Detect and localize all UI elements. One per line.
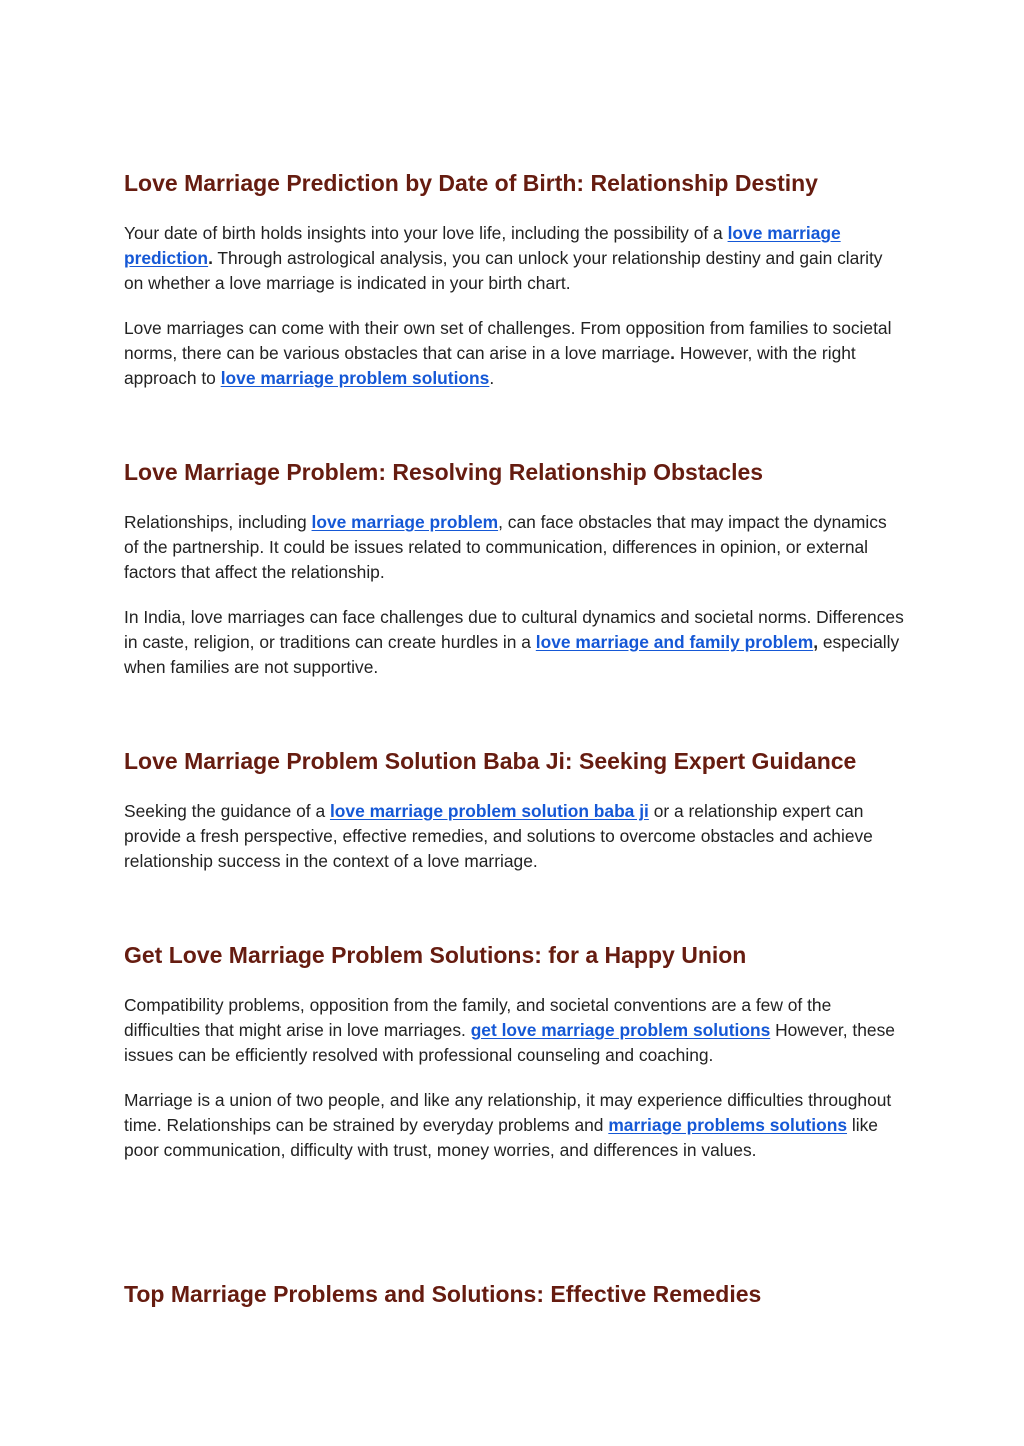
section-top-marriage-problems (124, 1279, 904, 1309)
text-run: Marriage is a union of two people, and like any relationship, it may experience difficulties throughout time. Relationships can be strained by everyday problems and (124, 1090, 892, 1135)
text-run: , (813, 632, 819, 652)
link-marriage-problems-solutions[interactable]: marriage problems solutions (608, 1115, 848, 1135)
link-get-love-marriage-problem-solutions[interactable]: get love marriage problem solutions (470, 1020, 771, 1040)
text-run: , can face obstacles that may impact the dynamics of the partnership. It could be issues related to communication, differences in opinion, or external factors that affect the relationship. (124, 512, 887, 582)
link-love-marriage-problem-solutions[interactable]: love marriage problem solutions (220, 368, 490, 388)
text-run: like poor communication, difficulty with trust, money worries, and differences in values. (124, 1115, 878, 1160)
text-run: Seeking the guidance of a (124, 801, 330, 821)
section-heading: Top Marriage Problems and Solutions: Effective Remedies (124, 1281, 762, 1307)
link-love-marriage-prediction[interactable]: love marriage prediction (124, 223, 841, 268)
text-run: . (489, 368, 495, 388)
text-run: Compatibility problems, opposition from the family, and societal conventions are a few of the difficulties that might arise in love marriages. (124, 995, 832, 1040)
section-heading: Love Marriage Problem Solution Baba Ji: Seeking Expert Guidance (124, 748, 857, 774)
paragraph (124, 316, 904, 391)
text-run: especially when families are not supportive. (124, 632, 900, 677)
section-love-marriage-prediction (124, 168, 904, 391)
paragraph (124, 1088, 904, 1163)
text-run: Your date of birth holds insights into your love life, including the possibility of a (124, 223, 728, 243)
text-run: Love marriages can come with their own set of challenges. From opposition from families to societal norms, there can be various obstacles that can arise in a love marriage (124, 318, 892, 363)
text-run: . (670, 343, 675, 363)
paragraph (124, 799, 904, 874)
text-run: Through astrological analysis, you can unlock your relationship destiny and gain clarity on whether a love marriage is indicated in your birth chart. (124, 248, 883, 293)
paragraph (124, 221, 904, 296)
section-heading: Love Marriage Problem: Resolving Relationship Obstacles (124, 459, 764, 485)
section-heading: Love Marriage Prediction by Date of Birth: Relationship Destiny (124, 170, 818, 196)
link-love-marriage-problem[interactable]: love marriage problem (311, 512, 499, 532)
paragraph (124, 993, 904, 1068)
text-run: Relationships, including (124, 512, 312, 532)
section-heading: Get Love Marriage Problem Solutions: for a Happy Union (124, 942, 747, 968)
link-love-marriage-and-family-problem[interactable]: love marriage and family problem (535, 632, 814, 652)
text-run: . (208, 248, 213, 268)
paragraph (124, 510, 904, 585)
section-love-marriage-problem (124, 457, 904, 680)
text-run: However, these issues can be efficiently resolved with professional counseling and coaching. (124, 1020, 895, 1065)
text-run: In India, love marriages can face challenges due to cultural dynamics and societal norms. Differences in caste, religion, or traditions can create hurdles in a (124, 607, 904, 652)
paragraph (124, 605, 904, 680)
text-run: or a relationship expert can provide a fresh perspective, effective remedies, and solutions to overcome obstacles and achieve relationship success in the context of a love marriage. (124, 801, 873, 871)
section-get-solutions (124, 940, 904, 1163)
link-love-marriage-problem-solution-baba-ji[interactable]: love marriage problem solution baba ji (329, 801, 649, 821)
text-run: However, with the right approach to (124, 343, 856, 388)
section-baba-ji (124, 746, 904, 874)
